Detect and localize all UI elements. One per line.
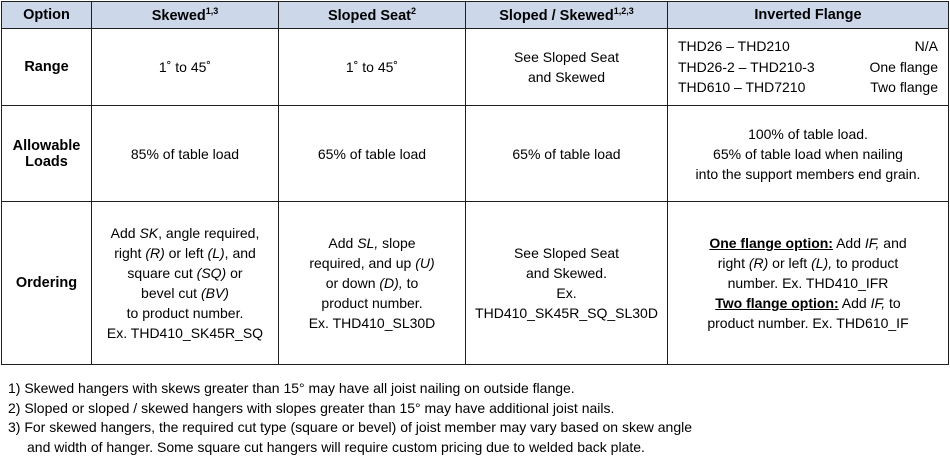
ordering-sloped-skewed: See Sloped Seat and Skewed. Ex. THD410_SK45R_SQ_SL30D bbox=[466, 202, 668, 365]
range-entry: THD610 – THD7210 Two flange bbox=[678, 79, 938, 96]
loads-skewed: 85% of table load bbox=[92, 106, 279, 202]
footnote-ref: 2 bbox=[410, 6, 416, 17]
range-sloped-skewed: See Sloped Seat and Skewed bbox=[466, 29, 668, 106]
ordering-label: Ordering bbox=[2, 202, 92, 365]
header-skewed: Skewed$^{1,3}$ bbox=[92, 2, 279, 29]
footnote-2: 2) Sloped or sloped / skewed hangers with slopes greater than 15° may have additional joist nails. bbox=[8, 399, 615, 416]
range-label: Range bbox=[2, 29, 92, 106]
footnote-ref: 1,2,3 bbox=[613, 6, 634, 17]
range-entry: THD26-2 – THD210-3 One flange bbox=[678, 58, 938, 75]
ordering-inverted-flange: One flange option: Add IF, and right (R) or left (L), to product number. Ex. THD410_IFR Two flange option: Add IF, to product number. Ex. THD610_IF bbox=[668, 202, 949, 365]
range-entry: THD26 – THD210 N/A bbox=[678, 38, 938, 55]
loads-inverted-flange: 100% of table load. 65% of table load when nailing into the support members end grain. bbox=[668, 106, 949, 202]
ordering-sloped-seat: Add SL, slope required, and up (U) or down (D), to product number. Ex. THD410_SL30D bbox=[279, 202, 466, 365]
footnote-3: 3) For skewed hangers, the required cut type (square or bevel) of joist member may vary based on skew angle bbox=[8, 419, 692, 435]
header-sloped-skewed: Sloped / Skewed$^{1,2,3}$ bbox=[466, 2, 668, 29]
two-flange-title: Two flange option: bbox=[715, 295, 839, 311]
header-sloped-seat: Sloped Seat$^2$ bbox=[279, 2, 466, 29]
range-skewed: 1˚ to 45˚ bbox=[92, 29, 279, 106]
range-row bbox=[2, 29, 949, 106]
header-inverted-flange: Inverted Flange bbox=[668, 2, 949, 29]
options-table bbox=[1, 1, 949, 365]
loads-row bbox=[2, 106, 949, 202]
one-flange-title: One flange option: bbox=[709, 235, 833, 251]
footnote-1: 1) Skewed hangers with skews greater than 15° may have all joist nailing on outside flange. bbox=[8, 380, 575, 396]
header-option: Option bbox=[2, 2, 92, 29]
footnote-ref: 1,3 bbox=[205, 6, 219, 17]
ordering-row bbox=[2, 202, 949, 365]
footnotes bbox=[8, 379, 692, 457]
footnote-3-continued: and width of hanger. Some square cut hangers will require custom pricing due to welded back plate. bbox=[27, 438, 645, 455]
loads-label: Allowable Loads bbox=[2, 106, 92, 202]
header-row bbox=[2, 2, 949, 29]
range-sloped-seat: 1˚ to 45˚ bbox=[279, 29, 466, 106]
loads-sloped-seat: 65% of table load bbox=[279, 106, 466, 202]
ordering-skewed: Add SK, angle required, right (R) or left (L), and square cut (SQ) or bevel cut (BV) to product number. Ex. THD410_SK45R_SQ bbox=[92, 202, 279, 365]
range-inverted-flange bbox=[668, 29, 949, 106]
loads-sloped-skewed: 65% of table load bbox=[466, 106, 668, 202]
